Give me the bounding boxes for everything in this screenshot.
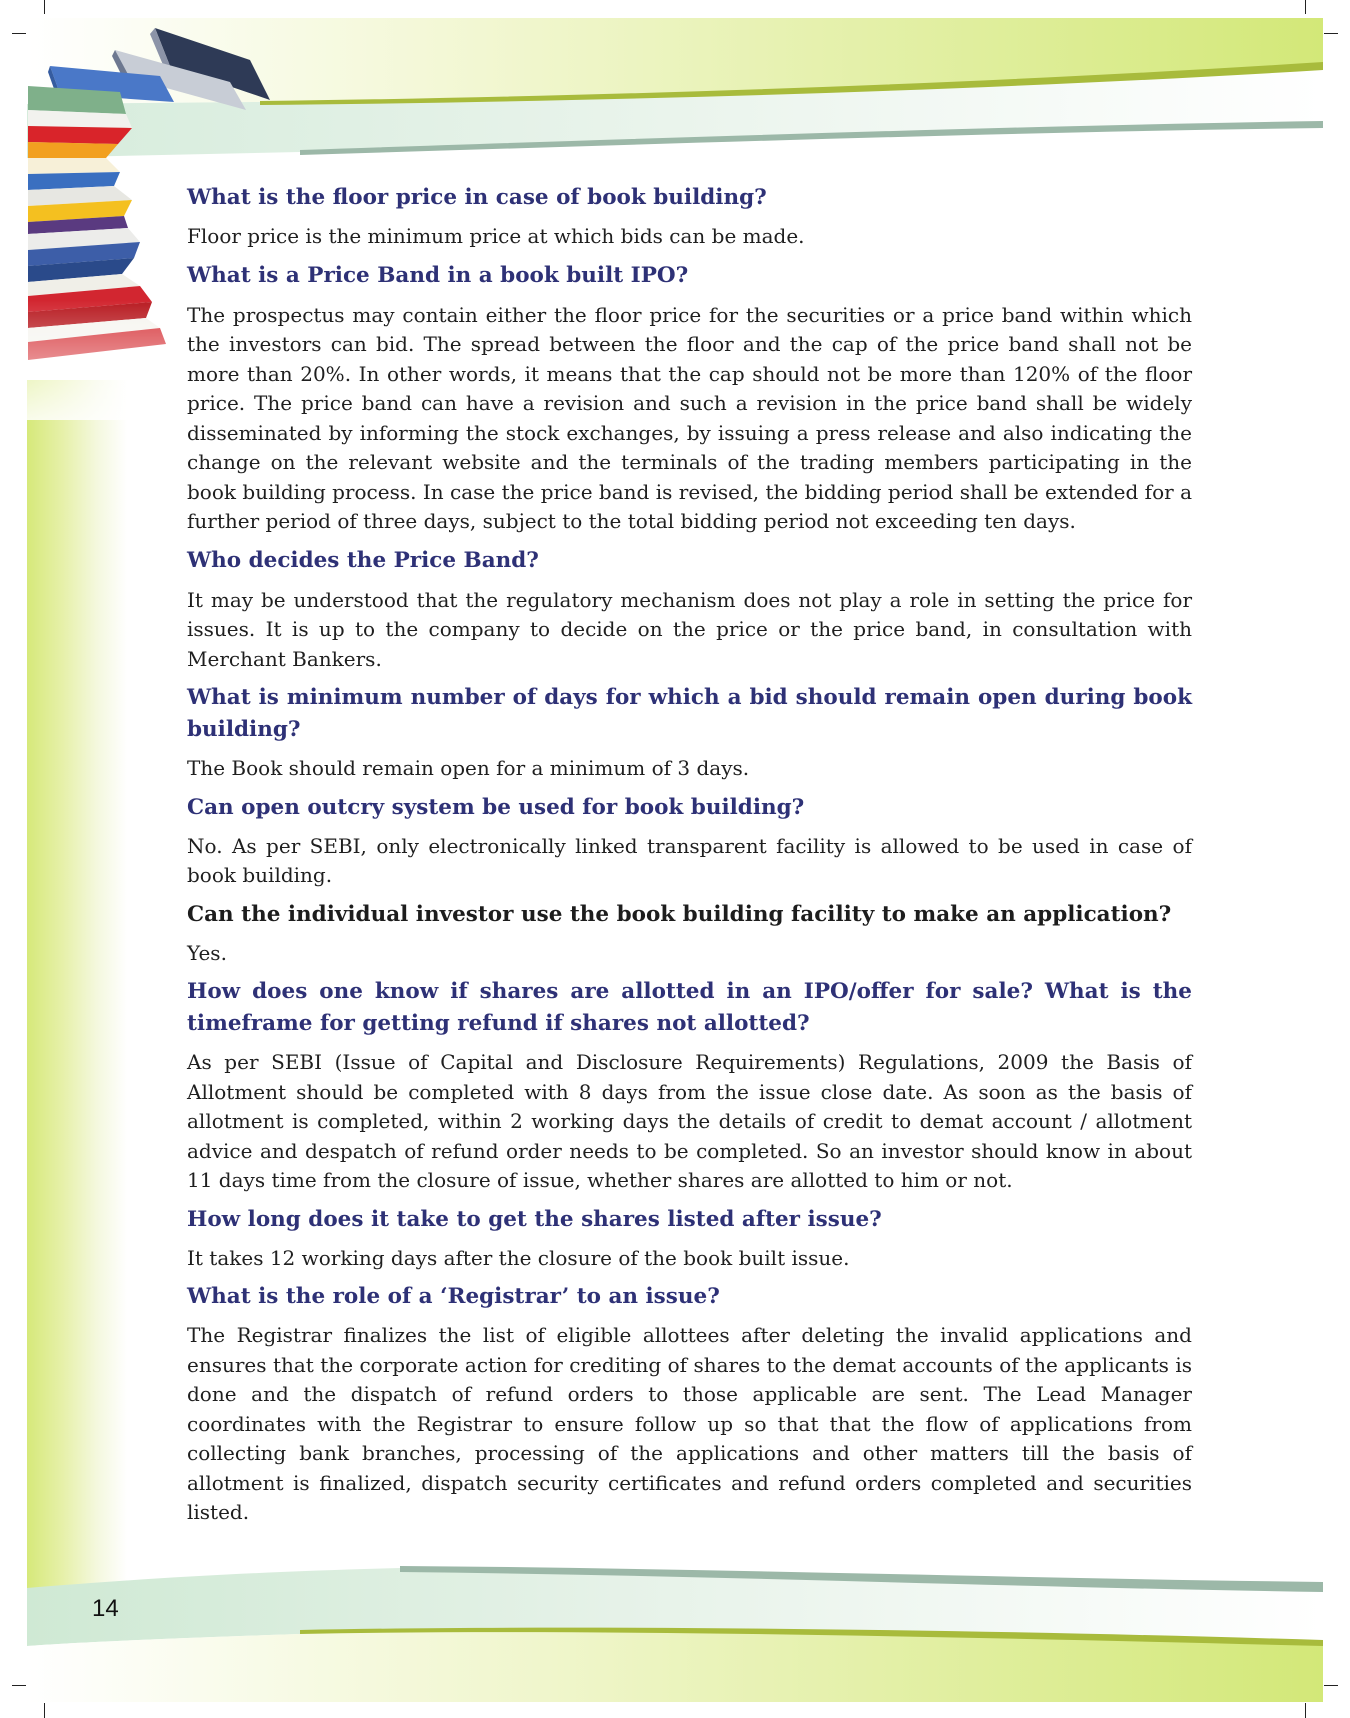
- faq-question: Can the individual investor use the book building facility to make an application?: [187, 901, 1172, 927]
- faq-answer: It may be understood that the regulatory mechanism does not play a role in setting the price for issues. It is up to the company to decide on the price or the price band, in consultation with Merchant Bankers.: [187, 587, 1192, 671]
- faq-answer: It takes 12 working days after the closure of the book built issue.: [187, 1245, 850, 1270]
- faq-question: What is the floor price in case of book building?: [187, 185, 767, 210]
- faq-answer: Yes.: [187, 940, 227, 965]
- faq-item: [187, 260, 1192, 537]
- faq-item: [187, 899, 1192, 969]
- page-number: 14: [92, 1595, 119, 1622]
- bottom-green-band: [27, 1632, 1323, 1702]
- faq-answer: The Book should remain open for a minimum of 3 days.: [187, 756, 750, 780]
- faq-question: Can open outcry system be used for book building?: [187, 794, 805, 820]
- faq-content: [187, 182, 1192, 1528]
- faq-question: Who decides the Price Band?: [187, 547, 539, 573]
- faq-question: How does one know if shares are allotted in an IPO/offer for sale? What is the timeframe for getting refund if shares not allotted?: [187, 979, 1192, 1036]
- faq-question: What is minimum number of days for which a bid should remain open during book building?: [187, 685, 1192, 742]
- faq-item: [187, 1281, 1192, 1528]
- faq-answer: As per SEBI (Issue of Capital and Disclosure Requirements) Regulations, 2009 the Basis of Allotment should be completed with 8 days from the issue close date. As soon as the basis of allotment is completed, within 2 working days the details of credit to demat account / allotment advice and despatch of refund order needs to be completed. So an investor should know in about 11 days time from the closure of issue, whether shares are allotted to him or not.: [187, 1050, 1192, 1192]
- faq-item: [187, 545, 1192, 675]
- faq-answer: The Registrar finalizes the list of eligible allottees after deleting the invalid applications and ensures that the corporate action for crediting of shares to the demat accounts of the applicants is done and the dispatch of refund orders to those applicable are sent. The Lead Manager coordinates with the Registrar to ensure follow up so that that the flow of applications from collecting bank branches, processing of the applications and other matters till the basis of allotment is finalized, dispatch security certificates and refund orders completed and securities listed.: [187, 1323, 1192, 1524]
- faq-question: How long does it take to get the shares listed after issue?: [187, 1206, 882, 1232]
- faq-answer: No. As per SEBI, only electronically linked transparent facility is allowed to be used in case of book building.: [187, 833, 1192, 887]
- faq-question: What is the role of a ‘Registrar’ to an issue?: [187, 1284, 720, 1309]
- faq-item: [187, 976, 1192, 1196]
- faq-item: [187, 792, 1192, 891]
- faq-answer: The prospectus may contain either the floor price for the securities or a price band within which the investors can bid. The spread between the floor and the cap of the price band shall not be more than 20%. In other words, it means that the cap should not be more than 120% of the floor price. The price band can have a revision and such a revision in the price band shall be widely disseminated by informing the stock exchanges, by issuing a press release and also indicating the change on the relevant website and the terminals of the trading members participating in the book building process. In case the price band is revised, the bidding period shall be extended for a further period of three days, subject to the total bidding period not exceeding ten days.: [187, 302, 1192, 533]
- faq-question: What is a Price Band in a book built IPO?: [187, 262, 689, 288]
- faq-answer: Floor price is the minimum price at which bids can be made.: [187, 224, 805, 248]
- faq-item: [187, 1204, 1192, 1274]
- faq-item: [187, 682, 1192, 784]
- faq-item: [187, 182, 1192, 252]
